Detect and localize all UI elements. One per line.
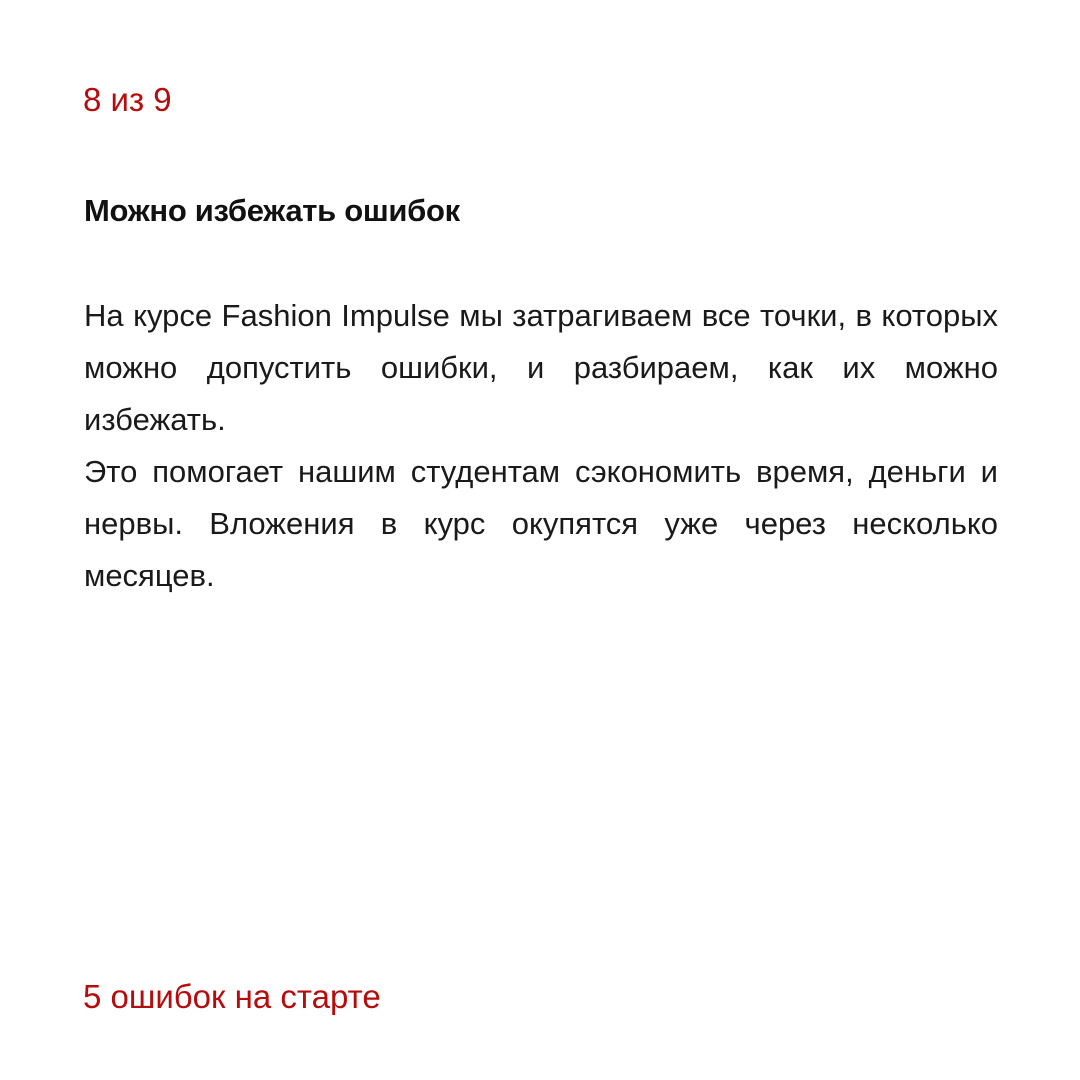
- body-paragraph: На курсе Fashion Impulse мы затрагиваем все точки, в которых можно допустить ошибки, и разбираем, как их можно избежать.: [84, 298, 998, 437]
- slide-heading: Можно избежать ошибок: [84, 193, 460, 228]
- body-paragraph: Это помогает нашим студентам сэкономить время, деньги и нервы. Вложения в курс окупятся уже через несколько месяцев.: [84, 454, 998, 593]
- slide-counter: 8 из 9: [83, 81, 172, 118]
- body-text: [84, 290, 998, 602]
- series-title: 5 ошибок на старте: [83, 978, 381, 1015]
